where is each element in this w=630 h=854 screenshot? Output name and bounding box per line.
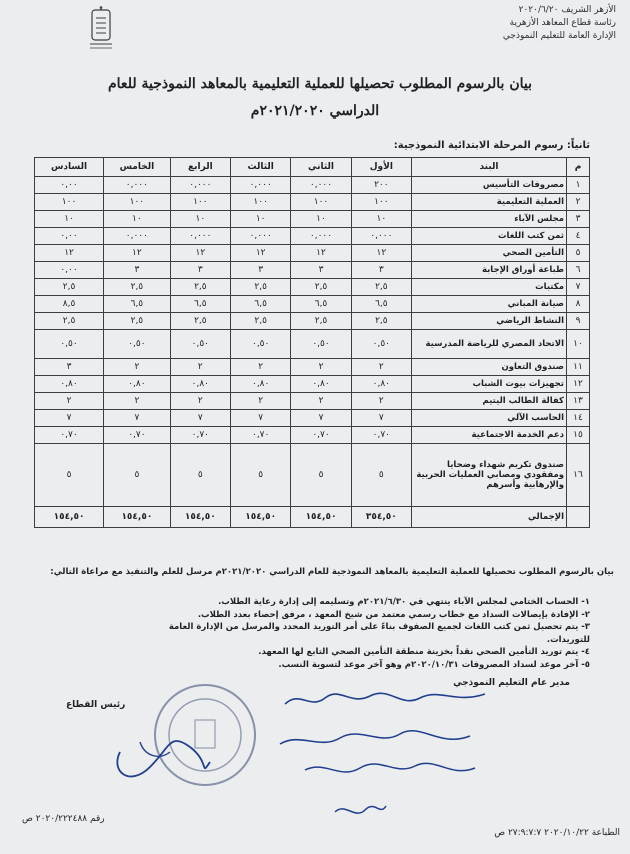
col-header: البند	[412, 158, 567, 177]
row-value: ٢,٥	[231, 279, 291, 296]
signature-central-admin-icon	[300, 756, 480, 784]
row-value: ١٢	[231, 245, 291, 262]
row-value: ٥	[231, 444, 291, 507]
row-value: ١٠	[291, 211, 351, 228]
row-value: ٠,٥٠	[351, 330, 411, 359]
row-number: ٦	[567, 262, 590, 279]
row-value: ٠,٨٠	[351, 376, 411, 393]
row-item: طباعة أوراق الإجابة	[412, 262, 567, 279]
footer-print-date: الطباعة ٢٠٢٠/١٠/٢٢ ٢٧:٩:٧:٧ ص	[494, 828, 620, 838]
row-value: ٠,٧٠	[291, 427, 351, 444]
signature-manager-icon	[280, 686, 490, 714]
row-value: ٠,٠٠٠	[170, 177, 230, 194]
row-value: ٢	[104, 393, 171, 410]
row-value: ٥	[170, 444, 230, 507]
row-value: ٠,٥٠	[104, 330, 171, 359]
row-value: ٧	[170, 410, 230, 427]
row-item: الاتحاد المصري للرياضة المدرسية	[412, 330, 567, 359]
row-value: ٠,٠٠٠	[104, 177, 171, 194]
row-value: ٧	[351, 410, 411, 427]
row-value: ٠,٧٠	[351, 427, 411, 444]
row-value: ٢,٥	[291, 313, 351, 330]
row-value: ١٠٠	[35, 194, 104, 211]
header-line: الأزهر الشريف ٢٠٢٠/٦/٢٠	[518, 5, 616, 15]
row-value: ٥	[35, 444, 104, 507]
row-number: ٨	[567, 296, 590, 313]
document-title: بيان بالرسوم المطلوب تحصيلها للعملية التعليمية بالمعاهد النموذجية للعام	[108, 76, 532, 92]
row-value: ٢,٥	[170, 279, 230, 296]
row-number: ١١	[567, 359, 590, 376]
row-value: ٢,٥	[351, 279, 411, 296]
col-header: الثالث	[231, 158, 291, 177]
signature-chief-icon	[100, 712, 220, 792]
table-header-row	[35, 158, 590, 177]
table-row	[35, 279, 590, 296]
note-item: ١- الحساب الختامي لمجلس الآباء ينتهي في ٢٠٢١/٦/٣٠م وتسليمه إلى إدارة رعاية الطلاب.	[218, 597, 590, 607]
row-value: ١٠	[104, 211, 171, 228]
header-line: الإدارة العامة للتعليم النموذجي	[502, 31, 616, 41]
col-header: الثاني	[291, 158, 351, 177]
row-value: ٢	[104, 359, 171, 376]
col-header: م	[567, 158, 590, 177]
row-value: ٢,٥	[351, 313, 411, 330]
row-value: ٢,٥	[231, 313, 291, 330]
table-row	[35, 262, 590, 279]
row-value: ٣	[104, 262, 171, 279]
row-value: ٢	[351, 393, 411, 410]
table-row	[35, 313, 590, 330]
row-item: صندوق التعاون	[412, 359, 567, 376]
row-value: ٢	[231, 359, 291, 376]
note-item: ٤- يتم توريد التأمين الصحي نقداً بخزينة منطقة التأمين الصحي التابع لها المعهد.	[258, 647, 590, 657]
notes-intro: بيان بالرسوم المطلوب تحصيلها للعملية التعليمية بالمعاهد النموذجية للعام الدراسي ٢٠٢١/٢٠٢٠م مرسل للعلم والتنفيذ مع مراعاة التالي:	[50, 567, 614, 577]
row-value: ١٠	[170, 211, 230, 228]
row-value: ٠,٠٠٠	[291, 177, 351, 194]
table-row	[35, 444, 590, 507]
row-value: ٠,٠٠٠	[231, 177, 291, 194]
row-number: ٤	[567, 228, 590, 245]
row-value: ٠,٥٠	[231, 330, 291, 359]
note-item: ٢- الإفادة بإيصالات السداد مع خطاب رسمي معتمد من شيخ المعهد ، مرفق إحصاء بعدد الطلاب.	[197, 609, 590, 620]
col-header: الأول	[351, 158, 411, 177]
row-value: ٢	[291, 359, 351, 376]
row-value: ١٠	[231, 211, 291, 228]
row-value: ٧	[35, 410, 104, 427]
manager-title: مدير عام التعليم النموذجي	[453, 678, 570, 688]
row-value: ٣	[291, 262, 351, 279]
table-row	[35, 427, 590, 444]
row-value: ٦,٥	[351, 296, 411, 313]
total-value: ١٥٤,٥٠	[291, 507, 351, 528]
row-value: ٠,٠٠	[35, 228, 104, 245]
chief-title: رئيس القطاع	[66, 700, 126, 710]
total-value: ١٥٤,٥٠	[104, 507, 171, 528]
row-value: ٢,٥	[35, 279, 104, 296]
row-value: ٢	[35, 393, 104, 410]
row-value: ١٠٠	[170, 194, 230, 211]
row-value: ٥	[104, 444, 171, 507]
row-value: ٠,٠٠٠	[351, 228, 411, 245]
table-row	[35, 211, 590, 228]
row-item: النشاط الرياضي	[412, 313, 567, 330]
row-value: ١٠	[35, 211, 104, 228]
row-value: ١٠٠	[104, 194, 171, 211]
row-value: ١٢	[35, 245, 104, 262]
table-row	[35, 245, 590, 262]
col-header: الخامس	[104, 158, 171, 177]
row-value: ٠,٥٠	[291, 330, 351, 359]
table-row	[35, 194, 590, 211]
row-value: ١٢	[104, 245, 171, 262]
notes-list	[150, 596, 590, 671]
row-value: ٢,٥	[104, 313, 171, 330]
row-value: ١٢	[170, 245, 230, 262]
row-value: ٢	[231, 393, 291, 410]
total-row	[35, 507, 590, 528]
table-row	[35, 296, 590, 313]
row-value: ١٢	[291, 245, 351, 262]
table-row	[35, 376, 590, 393]
footer-reference: رقم ٢٠٢٠/٢٢٢٤٨٨ ص	[22, 814, 105, 824]
row-value: ٠,٠٠٠	[231, 228, 291, 245]
row-value: ٣	[170, 262, 230, 279]
row-number: ١٢	[567, 376, 590, 393]
row-item: دعم الخدمة الاجتماعية	[412, 427, 567, 444]
row-value: ٨,٥	[35, 296, 104, 313]
total-label: الإجمالي	[412, 507, 567, 528]
total-value: ١٥٤,٥٠	[35, 507, 104, 528]
table-row	[35, 330, 590, 359]
row-value: ٠,٧٠	[104, 427, 171, 444]
row-item: مكتبات	[412, 279, 567, 296]
row-value: ٠,٧٠	[231, 427, 291, 444]
row-value: ٢,٥	[170, 313, 230, 330]
col-header: الرابع	[170, 158, 230, 177]
row-number: ١٦	[567, 444, 590, 507]
row-number: ١٠	[567, 330, 590, 359]
total-value: ١٥٤,٥٠	[231, 507, 291, 528]
row-value: ٠,٠٠	[35, 262, 104, 279]
row-value: ٢٠٠	[351, 177, 411, 194]
row-item: مجلس الآباء	[412, 211, 567, 228]
row-number: ٣	[567, 211, 590, 228]
header-line: رئاسة قطاع المعاهد الأزهرية	[509, 18, 616, 28]
row-value: ٠,٨٠	[231, 376, 291, 393]
row-value: ١٠	[351, 211, 411, 228]
row-item: صندوق تكريم شهداء وضحايا ومفقودي ومصابي العمليات الحربية والإرهابية وأسرهم	[412, 444, 567, 507]
row-value: ٣	[231, 262, 291, 279]
initials-icon	[330, 800, 390, 822]
row-value: ٠,٥٠	[35, 330, 104, 359]
row-value: ٠,٠٠٠	[291, 228, 351, 245]
row-value: ٠,٨٠	[104, 376, 171, 393]
azhar-logo-icon	[84, 6, 118, 52]
table-row	[35, 228, 590, 245]
row-value: ٧	[291, 410, 351, 427]
row-value: ٦,٥	[104, 296, 171, 313]
total-empty	[567, 507, 590, 528]
row-value: ١٠٠	[351, 194, 411, 211]
table-row	[35, 359, 590, 376]
row-item: مصروفات التأسيس	[412, 177, 567, 194]
table-row	[35, 177, 590, 194]
row-value: ١٢	[351, 245, 411, 262]
row-value: ٢,٥	[291, 279, 351, 296]
row-value: ٠,٨٠	[35, 376, 104, 393]
row-item: ثمن كتب اللغات	[412, 228, 567, 245]
row-value: ٢	[170, 393, 230, 410]
row-value: ٠,٧٠	[35, 427, 104, 444]
row-value: ٠,٧٠	[170, 427, 230, 444]
row-value: ٣	[35, 359, 104, 376]
row-item: صيانة المباني	[412, 296, 567, 313]
row-value: ١٠٠	[231, 194, 291, 211]
row-number: ١٣	[567, 393, 590, 410]
document-title-line2: الدراسي ٢٠٢١/٢٠٢٠م	[250, 103, 380, 119]
row-value: ٧	[231, 410, 291, 427]
signature-financial-icon	[270, 724, 480, 754]
row-number: ٧	[567, 279, 590, 296]
row-value: ٥	[291, 444, 351, 507]
row-value: ٢	[351, 359, 411, 376]
row-item: العملية التعليمية	[412, 194, 567, 211]
row-value: ٠,٥٠	[170, 330, 230, 359]
row-value: ٠,٨٠	[291, 376, 351, 393]
header-block	[396, 4, 616, 43]
row-number: ١٤	[567, 410, 590, 427]
row-value: ٠,٨٠	[170, 376, 230, 393]
row-item: التأمين الصحي	[412, 245, 567, 262]
note-item: ٣- يتم تحصيل ثمن كتب اللغات لجميع الصفوف بناءً على أمر التوريد المحدد والمرسل من الإدارة العامة للتوريدات.	[168, 622, 590, 645]
row-item: الحاسب الآلي	[412, 410, 567, 427]
row-value: ٢	[291, 393, 351, 410]
row-number: ١	[567, 177, 590, 194]
col-header: السادس	[35, 158, 104, 177]
row-item: تجهيزات بيوت الشباب	[412, 376, 567, 393]
row-value: ٠,٠٠٠	[104, 228, 171, 245]
total-value: ١٥٤,٥٠	[170, 507, 230, 528]
row-value: ٧	[104, 410, 171, 427]
section-subtitle: ثانياً: رسوم المرحلة الابتدائية النموذجية:	[393, 140, 590, 151]
row-value: ٢	[170, 359, 230, 376]
row-value: ٣	[351, 262, 411, 279]
total-value: ٣٥٤,٥٠	[351, 507, 411, 528]
table-row	[35, 410, 590, 427]
row-value: ٢,٥	[104, 279, 171, 296]
row-value: ٥	[351, 444, 411, 507]
row-value: ٦,٥	[291, 296, 351, 313]
row-value: ٢,٥	[35, 313, 104, 330]
row-number: ٥	[567, 245, 590, 262]
row-value: ٦,٥	[231, 296, 291, 313]
row-value: ٠,٠٠	[35, 177, 104, 194]
table-row	[35, 393, 590, 410]
row-number: ٢	[567, 194, 590, 211]
row-number: ٩	[567, 313, 590, 330]
row-number: ١٥	[567, 427, 590, 444]
fees-table	[34, 157, 590, 528]
row-item: كفالة الطالب اليتيم	[412, 393, 567, 410]
row-value: ١٠٠	[291, 194, 351, 211]
row-value: ٦,٥	[170, 296, 230, 313]
row-value: ٠,٠٠٠	[170, 228, 230, 245]
note-item: ٥- آخر موعد لسداد المصروفات ٢٠٢٠/١٠/٣١م وهو آخر موعد لتسوية النسب.	[278, 659, 590, 670]
